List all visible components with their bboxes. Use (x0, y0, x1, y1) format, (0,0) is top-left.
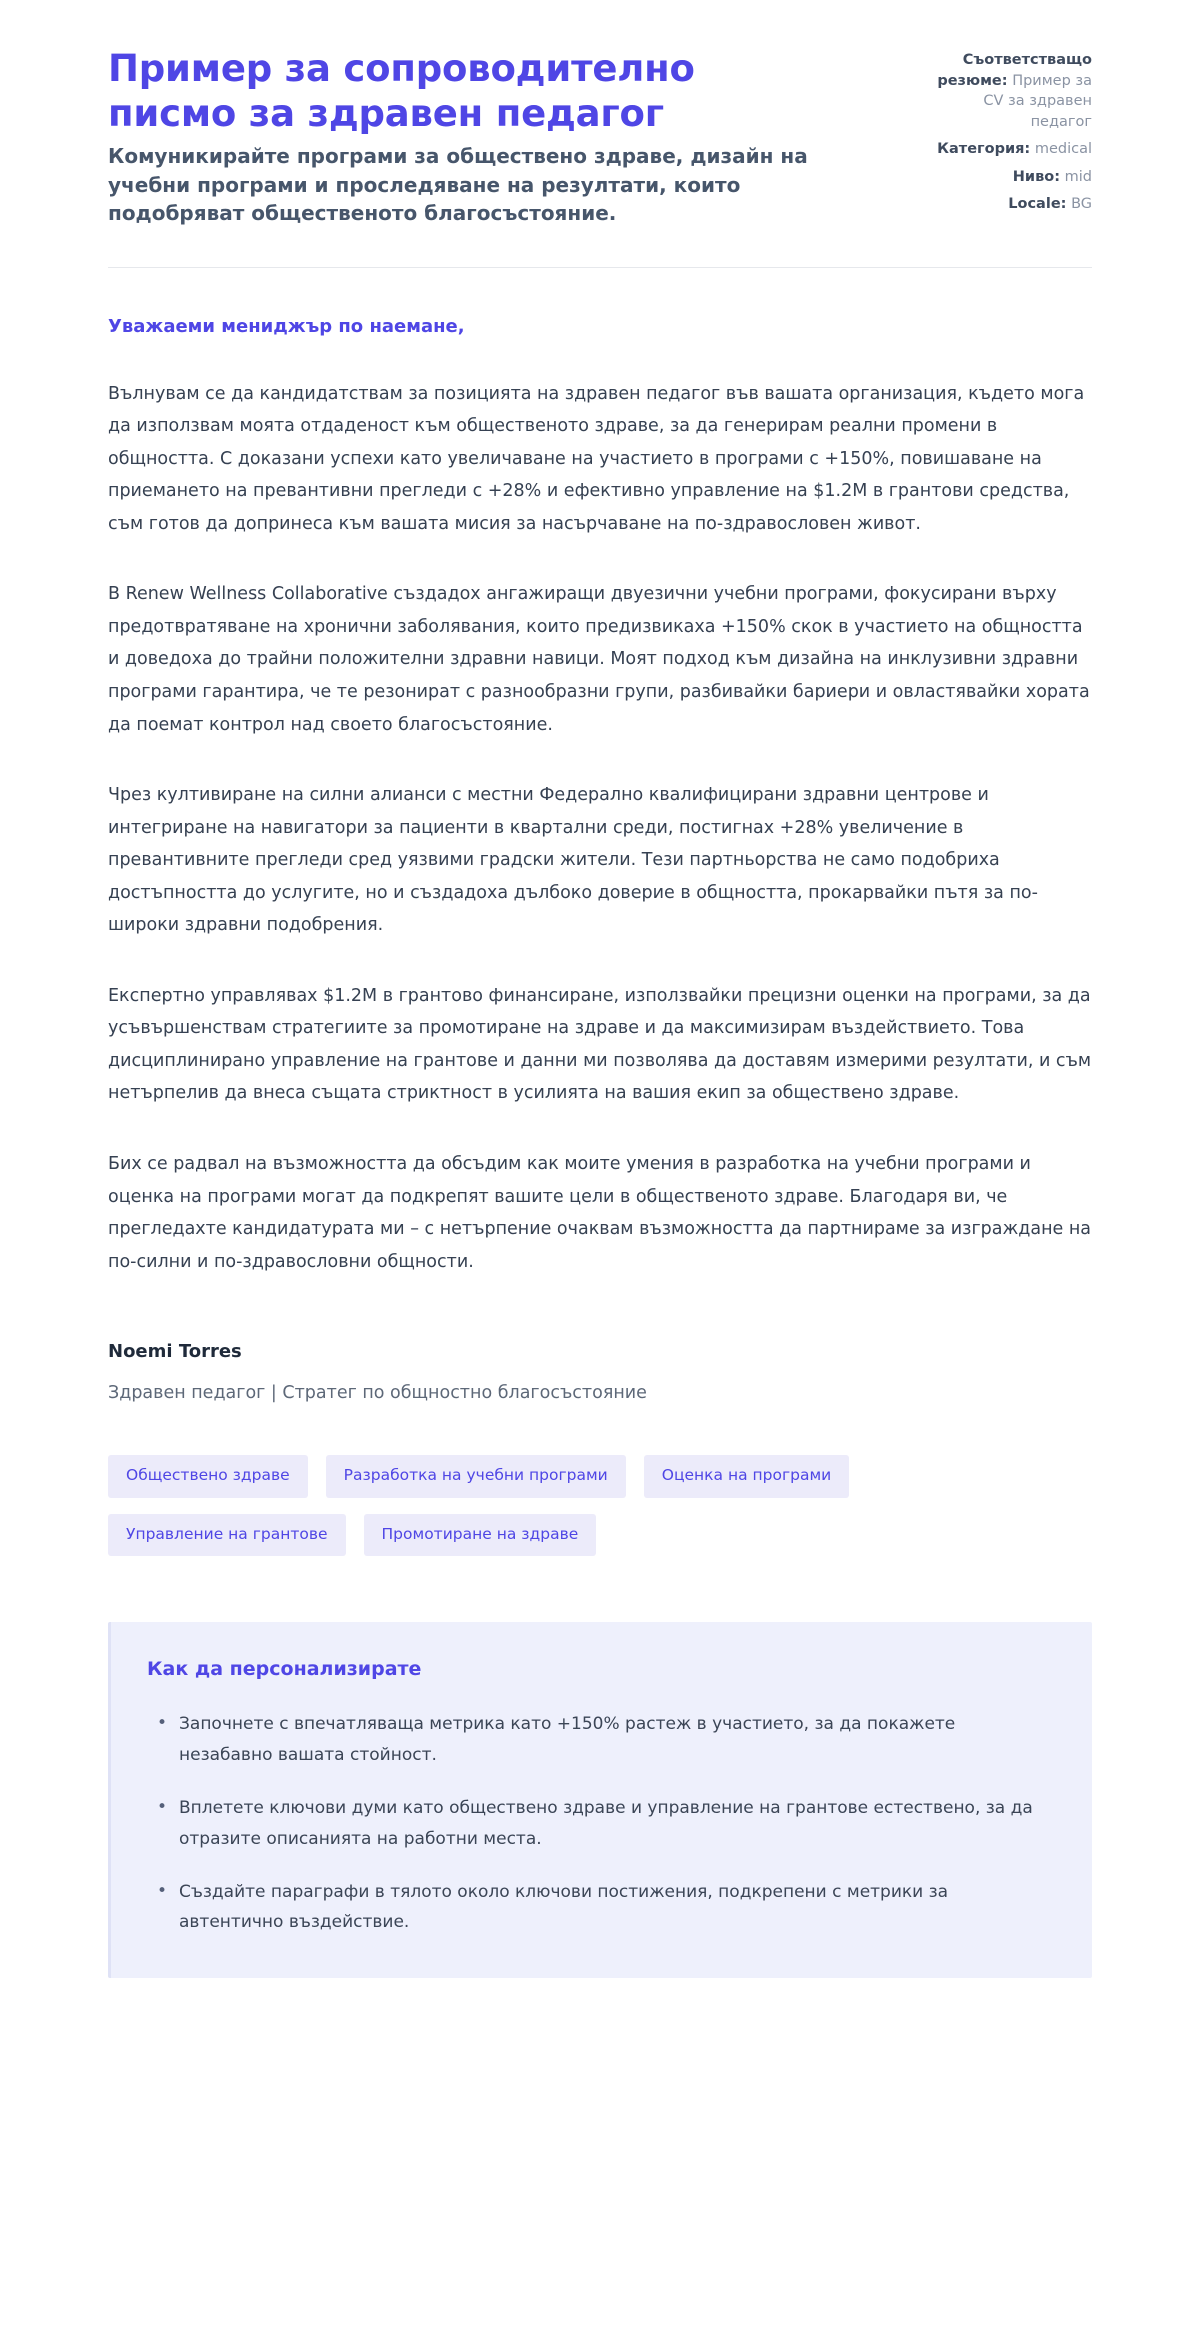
document-metadata (920, 46, 1092, 215)
page-title: Пример за сопроводително писмо за здравен педагог (108, 47, 695, 136)
meta-category-label: Категория: (937, 141, 1031, 158)
letter-paragraphs (108, 378, 1092, 1279)
salutation: Уважаеми мениджър по наемане, (108, 316, 465, 338)
letter-paragraph: Бих се радвал на възможността да обсъдим как моите умения в разработка на учебни програми и оценка на програми могат да подкрепят вашите цели в общественото здраве. Благодаря ви, че прегледахте кандидатурата ми – с нетърпение очаквам възможността да партнираме за изграждане на по-силни и по-здравословни общности. (108, 1154, 1092, 1272)
letter-paragraph: Експертно управлявах $1.2M в грантово финансиране, използвайки прецизни оценки на програми, за да усъвършенствам стратегиите за промотиране на здраве и да максимизирам въздействието. Това дисциплинирано управление на грантове и данни ми позволява да доставям измерими резултати, и съм нетърпелив да внеса същата стриктност в усилията на вашия екип за обществено здраве. (108, 985, 1092, 1104)
personalization-callout (108, 1622, 1092, 1978)
callout-item-list (147, 1709, 1052, 1939)
callout-item: • Започнете с впечатляваща метрика като +150% растеж в участието, за да покажете незабавно вашата стойност. (173, 1709, 1052, 1771)
signature-role: Здравен педагог | Стратег по общностно благосъстояние (108, 1383, 647, 1404)
tag-chip[interactable]: Разработка на учебни програми (326, 1455, 626, 1498)
meta-level-label: Ниво: (1012, 168, 1061, 185)
meta-category-value: medical (1034, 141, 1092, 158)
page-subtitle: Комуникирайте програми за обществено здраве, дизайн на учебни програми и проследяване на резултати, които подобряват общественото благосъстояние. (108, 144, 808, 226)
meta-matching-resume-value: Пример за CV за здравен педагог (983, 72, 1092, 130)
tag-chip[interactable]: Промотиране на здраве (364, 1514, 597, 1557)
meta-matching-resume (920, 50, 1092, 132)
tag-chip[interactable]: Оценка на програми (644, 1455, 849, 1498)
meta-locale-label: Locale: (1008, 196, 1067, 213)
meta-level (920, 167, 1092, 188)
document-header (108, 46, 1092, 227)
callout-title: Как да персонализирате (147, 1658, 422, 1681)
meta-locale-value: BG (1071, 196, 1092, 213)
letter-paragraph: Вълнувам се да кандидатствам за позицията на здравен педагог във вашата организация, където мога да използвам моята отдаденост към общественото здраве, за да генерирам реални промени в общността. С доказани успехи като увеличаване на участието в програми с +150%, повишаване на приемането на превантивни прегледи с +28% и ефективно управление на $1.2M в грантови средства, съм готов да допринеса към вашата мисия за насърчаване на по-здравословен живот. (108, 383, 1085, 534)
meta-category (920, 139, 1092, 160)
header-title-block (108, 46, 808, 227)
letter-paragraph: В Renew Wellness Collaborative създадох ангажиращи двуезични учебни програми, фокусирани върху предотвратяване на хронични заболявания, които предизвикаха +150% скок в участието на общността и доведоха до трайни положителни здравни навици. Моят подход към дизайна на инклузивни здравни програми гарантира, че те резонират с разнообразни групи, разбивайки бариери и овластявайки хората да поемат контрол над своето благосъстояние. (108, 584, 1090, 735)
signature-name: Noemi Torres (108, 1341, 242, 1363)
meta-locale (920, 194, 1092, 215)
signature-block (108, 1338, 1092, 1407)
tag-chip[interactable]: Управление на грантове (108, 1514, 346, 1557)
tag-chip[interactable]: Обществено здраве (108, 1455, 308, 1498)
meta-level-value: mid (1064, 168, 1092, 185)
callout-item: • Създайте параграфи в тялото около ключови постижения, подкрепени с метрики за автентично въздействие. (173, 1877, 1052, 1939)
callout-item: • Вплетете ключови думи като обществено здраве и управление на грантове естествено, за да отразите описанията на работни места. (173, 1793, 1052, 1855)
letter-paragraph: Чрез култивиране на силни алианси с местни Федерално квалифицирани здравни центрове и интегриране на навигатори за пациенти в квартални среди, постигнах +28% увеличение в превантивните прегледи сред уязвими градски жители. Тези партньорства не само подобриха достъпността до услугите, но и създадоха дълбоко доверие в общността, прокарвайки пътя за по-широки здравни подобрения. (108, 785, 1038, 936)
cover-letter-body (108, 268, 1092, 1978)
tag-list (108, 1455, 968, 1556)
meta-matching-resume-label: Съответстващо резюме: (937, 52, 1092, 89)
